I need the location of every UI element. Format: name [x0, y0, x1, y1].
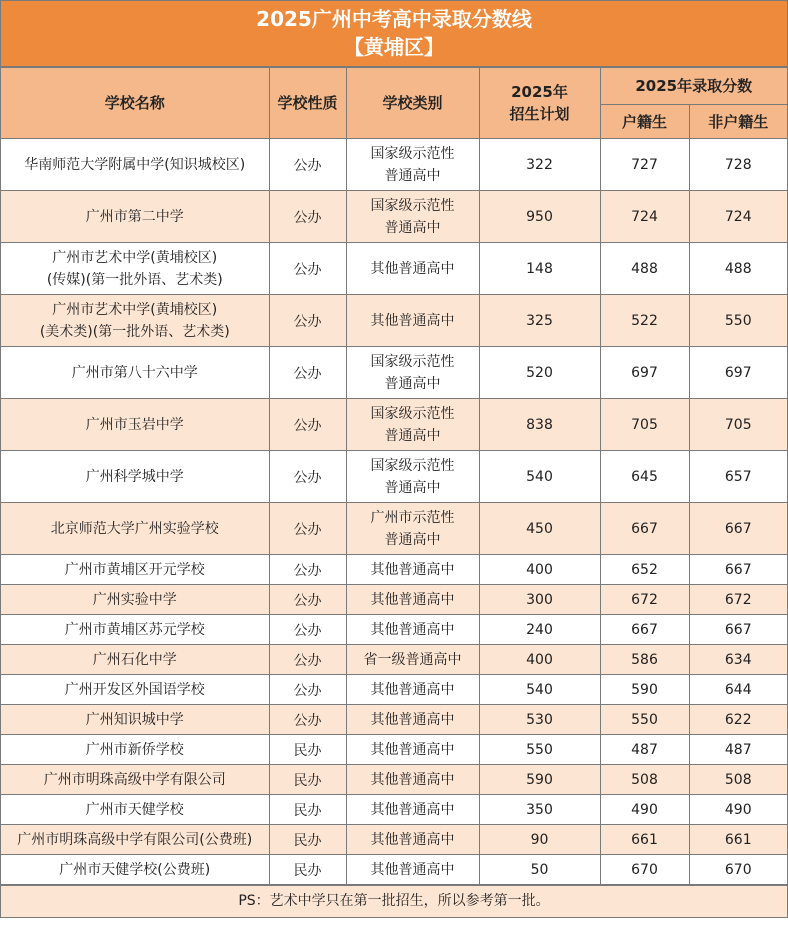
col-header-enrollment-plan [479, 68, 600, 139]
cell-nonlocal-score: 670 [689, 855, 787, 885]
cell-school-name: 广州市第二中学 [1, 191, 269, 243]
cell-local-score: 522 [600, 295, 689, 347]
cell-local-score: 550 [600, 705, 689, 735]
cell-enrollment-plan: 550 [479, 735, 600, 765]
cell-school-name: 广州市黄埔区开元学校 [1, 555, 269, 585]
cell-nonlocal-score: 667 [689, 555, 787, 585]
cell-school-type: 其他普通高中 [346, 243, 479, 295]
cell-school-type: 国家级示范性 普通高中 [346, 347, 479, 399]
cell-nonlocal-score: 488 [689, 243, 787, 295]
cell-school-type: 国家级示范性 普通高中 [346, 451, 479, 503]
cell-school-nature: 民办 [269, 735, 346, 765]
cell-school-type: 其他普通高中 [346, 765, 479, 795]
cell-school-nature: 公办 [269, 451, 346, 503]
cell-nonlocal-score: 661 [689, 825, 787, 855]
cell-nonlocal-score: 705 [689, 399, 787, 451]
cell-enrollment-plan: 350 [479, 795, 600, 825]
cell-nonlocal-score: 634 [689, 645, 787, 675]
cell-nonlocal-score: 622 [689, 705, 787, 735]
cell-school-type: 其他普通高中 [346, 615, 479, 645]
cell-nonlocal-score: 672 [689, 585, 787, 615]
cell-school-name: 广州市明珠高级中学有限公司(公费班) [1, 825, 269, 855]
cell-local-score: 667 [600, 615, 689, 645]
cell-school-type: 国家级示范性 普通高中 [346, 399, 479, 451]
col-header-nonlocal: 非户籍生 [689, 105, 787, 139]
cell-school-nature: 公办 [269, 705, 346, 735]
cell-school-name: 广州知识城中学 [1, 705, 269, 735]
col-header-school-type: 学校类别 [346, 68, 479, 139]
cell-local-score: 705 [600, 399, 689, 451]
table-row [1, 243, 787, 295]
cell-school-name: 广州市艺术中学(黄埔校区) (美术类)(第一批外语、艺术类) [1, 295, 269, 347]
cell-school-name: 广州市艺术中学(黄埔校区) (传媒)(第一批外语、艺术类) [1, 243, 269, 295]
cell-local-score: 672 [600, 585, 689, 615]
cell-school-name: 广州市新侨学校 [1, 735, 269, 765]
table-row [1, 399, 787, 451]
cell-school-type: 省一级普通高中 [346, 645, 479, 675]
cell-school-nature: 民办 [269, 795, 346, 825]
col-header-score-group: 2025年录取分数 [600, 68, 787, 105]
cell-local-score: 697 [600, 347, 689, 399]
cell-local-score: 724 [600, 191, 689, 243]
cell-local-score: 661 [600, 825, 689, 855]
table-body [1, 139, 787, 885]
cell-local-score: 487 [600, 735, 689, 765]
cell-nonlocal-score: 724 [689, 191, 787, 243]
table-row [1, 347, 787, 399]
cell-enrollment-plan: 540 [479, 451, 600, 503]
cell-local-score: 645 [600, 451, 689, 503]
cell-enrollment-plan: 50 [479, 855, 600, 885]
cell-school-name: 广州实验中学 [1, 585, 269, 615]
cell-school-name: 广州石化中学 [1, 645, 269, 675]
cell-school-nature: 公办 [269, 503, 346, 555]
table-row [1, 555, 787, 585]
cell-school-nature: 民办 [269, 825, 346, 855]
cell-local-score: 490 [600, 795, 689, 825]
cell-local-score: 508 [600, 765, 689, 795]
cell-school-type: 其他普通高中 [346, 585, 479, 615]
cell-school-nature: 民办 [269, 855, 346, 885]
cell-school-nature: 公办 [269, 243, 346, 295]
cell-school-name: 广州市天健学校 [1, 795, 269, 825]
cell-nonlocal-score: 508 [689, 765, 787, 795]
cell-local-score: 667 [600, 503, 689, 555]
cell-enrollment-plan: 530 [479, 705, 600, 735]
cell-nonlocal-score: 550 [689, 295, 787, 347]
cell-local-score: 590 [600, 675, 689, 705]
table-row [1, 191, 787, 243]
table-row [1, 675, 787, 705]
cell-enrollment-plan: 90 [479, 825, 600, 855]
cell-school-name: 广州市黄埔区苏元学校 [1, 615, 269, 645]
cell-school-nature: 民办 [269, 765, 346, 795]
table-title [1, 1, 787, 67]
admission-score-table [1, 67, 787, 885]
cell-nonlocal-score: 697 [689, 347, 787, 399]
cell-nonlocal-score: 487 [689, 735, 787, 765]
table-row [1, 795, 787, 825]
cell-nonlocal-score: 667 [689, 503, 787, 555]
col-header-plan-year: 2025年 [511, 83, 568, 101]
cell-nonlocal-score: 657 [689, 451, 787, 503]
cell-nonlocal-score: 490 [689, 795, 787, 825]
col-header-school-nature: 学校性质 [269, 68, 346, 139]
cell-local-score: 586 [600, 645, 689, 675]
cell-enrollment-plan: 838 [479, 399, 600, 451]
col-header-school-name: 学校名称 [1, 68, 269, 139]
cell-school-type: 国家级示范性 普通高中 [346, 139, 479, 191]
cell-enrollment-plan: 450 [479, 503, 600, 555]
cell-school-type: 其他普通高中 [346, 295, 479, 347]
cell-school-nature: 公办 [269, 191, 346, 243]
district-subtitle: 【黄埔区】 [344, 35, 444, 59]
cell-enrollment-plan: 325 [479, 295, 600, 347]
cell-nonlocal-score: 644 [689, 675, 787, 705]
cell-enrollment-plan: 950 [479, 191, 600, 243]
cell-school-type: 其他普通高中 [346, 705, 479, 735]
cell-school-nature: 公办 [269, 295, 346, 347]
cell-school-type: 国家级示范性 普通高中 [346, 191, 479, 243]
cell-school-name: 广州市玉岩中学 [1, 399, 269, 451]
cell-school-type: 广州市示范性 普通高中 [346, 503, 479, 555]
cell-school-nature: 公办 [269, 399, 346, 451]
cell-local-score: 652 [600, 555, 689, 585]
cell-school-nature: 公办 [269, 139, 346, 191]
cell-school-nature: 公办 [269, 555, 346, 585]
cell-school-nature: 公办 [269, 615, 346, 645]
col-header-local: 户籍生 [600, 105, 689, 139]
table-row [1, 765, 787, 795]
table-row [1, 585, 787, 615]
cell-school-name: 广州开发区外国语学校 [1, 675, 269, 705]
table-row [1, 503, 787, 555]
table-row [1, 705, 787, 735]
table-row [1, 825, 787, 855]
table-row [1, 855, 787, 885]
cell-school-nature: 公办 [269, 347, 346, 399]
cell-school-type: 其他普通高中 [346, 675, 479, 705]
cell-school-type: 其他普通高中 [346, 825, 479, 855]
cell-school-name: 广州科学城中学 [1, 451, 269, 503]
cell-school-type: 其他普通高中 [346, 555, 479, 585]
cell-enrollment-plan: 322 [479, 139, 600, 191]
table-row [1, 295, 787, 347]
table-row [1, 645, 787, 675]
cell-local-score: 727 [600, 139, 689, 191]
cell-enrollment-plan: 400 [479, 555, 600, 585]
cell-school-type: 其他普通高中 [346, 855, 479, 885]
cell-school-type: 其他普通高中 [346, 795, 479, 825]
cell-nonlocal-score: 728 [689, 139, 787, 191]
cell-school-nature: 公办 [269, 585, 346, 615]
page-title: 2025广州中考高中录取分数线 [256, 7, 532, 31]
cell-school-type: 其他普通高中 [346, 735, 479, 765]
cell-enrollment-plan: 240 [479, 615, 600, 645]
table-row [1, 735, 787, 765]
col-header-plan-label: 招生计划 [509, 105, 570, 123]
cell-school-name: 北京师范大学广州实验学校 [1, 503, 269, 555]
cell-enrollment-plan: 540 [479, 675, 600, 705]
cell-school-nature: 公办 [269, 645, 346, 675]
footer-note: PS：艺术中学只在第一批招生，所以参考第一批。 [1, 885, 787, 917]
cell-local-score: 488 [600, 243, 689, 295]
cell-enrollment-plan: 148 [479, 243, 600, 295]
cell-school-name: 广州市天健学校(公费班) [1, 855, 269, 885]
table-row [1, 615, 787, 645]
cell-enrollment-plan: 300 [479, 585, 600, 615]
cell-school-name: 华南师范大学附属中学(知识城校区) [1, 139, 269, 191]
table-row [1, 139, 787, 191]
cell-enrollment-plan: 520 [479, 347, 600, 399]
cell-enrollment-plan: 590 [479, 765, 600, 795]
cell-school-name: 广州市第八十六中学 [1, 347, 269, 399]
cell-school-name: 广州市明珠高级中学有限公司 [1, 765, 269, 795]
cell-nonlocal-score: 667 [689, 615, 787, 645]
cell-local-score: 670 [600, 855, 689, 885]
table-row [1, 451, 787, 503]
cell-school-nature: 公办 [269, 675, 346, 705]
cell-enrollment-plan: 400 [479, 645, 600, 675]
